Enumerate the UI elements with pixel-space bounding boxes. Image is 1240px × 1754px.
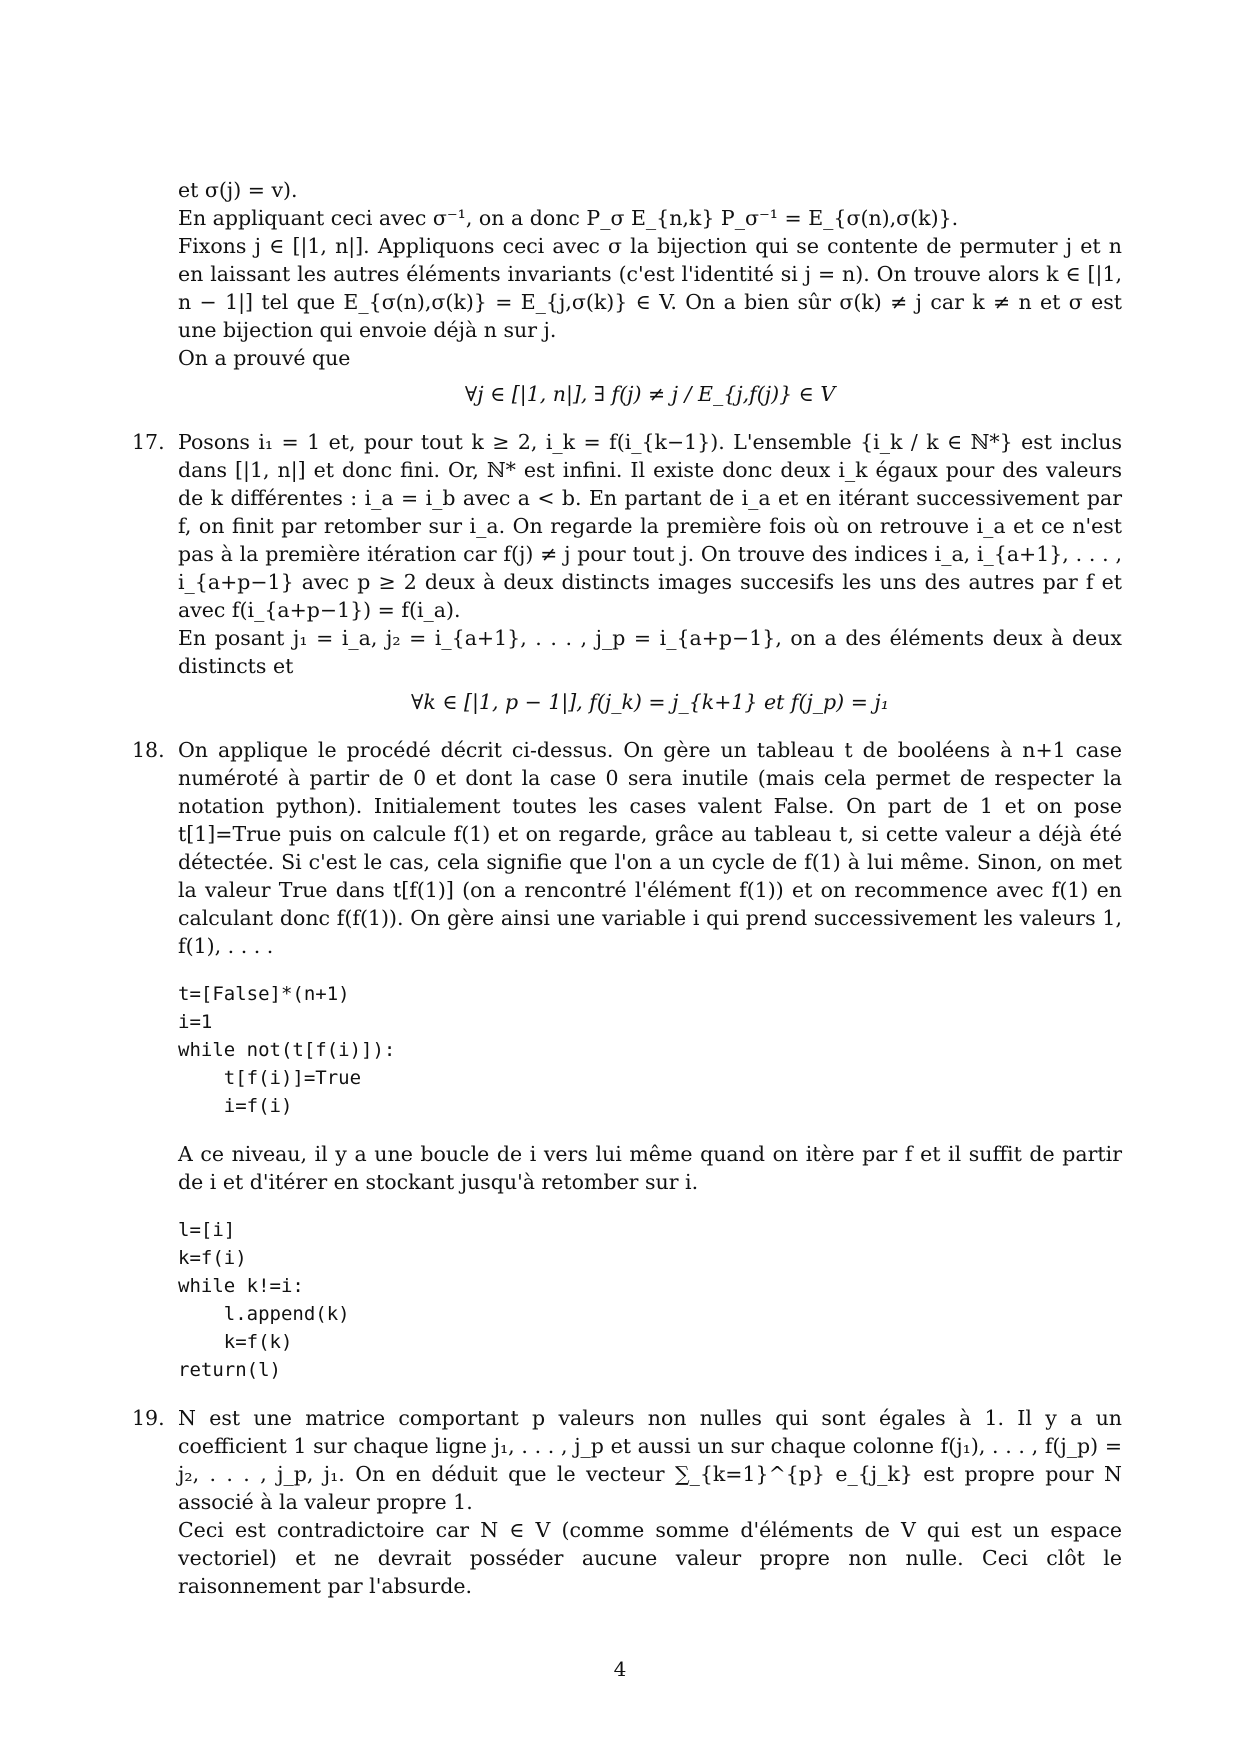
document-body: [132, 176, 1122, 1600]
intro-line-4: On a prouvé que: [178, 346, 351, 370]
intro-paragraph: Fixons j ∈ [|1, n|]. Appliquons ceci avec σ la bijection qui se contente de permuter j et n en laissant les autres éléments invariants (c'est l'identité si j = n). On trouve alors k ∈ [|1, n − 1|] tel que E_{σ(n),σ(k)} = E_{j,σ(k)} ∈ V. On a bien sûr σ(k) ≠ j car k ≠ n et σ est une bijection qui envoie déjà n sur j.: [178, 234, 1122, 342]
item-18-paragraph-2: A ce niveau, il y a une boucle de i vers lui même quand on itère par f et il suffit de partir de i et d'itérer en stockant jusqu'à retomber sur i.: [178, 1142, 1122, 1194]
item-19-paragraph-1: N est une matrice comportant p valeurs non nulles qui sont égales à 1. Il y a un coefficient 1 sur chaque ligne j₁, . . . , j_p et aussi un sur chaque colonne f(j₁), . . . , f(j_p) = j₂, . . . , j_p, j₁. On en déduit que le vecteur ∑_{k=1}^{p} e_{j_k} est propre pour N associé à la valeur propre 1.: [178, 1406, 1122, 1514]
item-17: [132, 428, 1122, 716]
intro-line-2: En appliquant ceci avec σ⁻¹, on a donc P_σ E_{n,k} P_σ⁻¹ = E_{σ(n),σ(k)}.: [178, 206, 959, 230]
intro-formula: ∀j ∈ [|1, n|], ∃ f(j) ≠ j / E_{j,f(j)} ∈ V: [464, 382, 836, 406]
item-number: 19.: [132, 1406, 165, 1430]
item-17-formula: ∀k ∈ [|1, p − 1|], f(j_k) = j_{k+1} et f(j_p) = j₁: [411, 690, 889, 714]
item-19: [132, 1404, 1122, 1600]
item-18-paragraph-1: On applique le procédé décrit ci-dessus. On gère un tableau t de booléens à n+1 case numéroté à partir de 0 et dont la case 0 sera inutile (mais cela permet de respecter la notation python). Initialement toutes les cases valent False. On part de 1 et on pose t[1]=True puis on calcule f(1) et on regarde, grâce au tableau t, si cette valeur a déjà été détectée. Si c'est le cas, cela signifie que l'on a un cycle de f(1) à lui même. Sinon, on met la valeur True dans t[f(1)] (on a rencontré l'élément f(1)) et on recommence avec f(1) en calculant donc f(f(1)). On gère ainsi une variable i qui prend successivement les valeurs 1, f(1), . . . .: [178, 738, 1122, 958]
intro-line-1: et σ(j) = v).: [178, 178, 298, 202]
item-18: [132, 736, 1122, 1384]
item-number: 18.: [132, 738, 165, 762]
item-17-paragraph-1: Posons i₁ = 1 et, pour tout k ≥ 2, i_k = f(i_{k−1}). L'ensemble {i_k / k ∈ ℕ*} est inclus dans [|1, n|] et donc fini. Or, ℕ* est infini. Il existe donc deux i_k égaux pour des valeurs de k différentes : i_a = i_b avec a < b. En partant de i_a et en itérant successivement par f, on finit par retomber sur i_a. On regarde la première fois où on retrouve i_a et ce n'est pas à la première itération car f(j) ≠ j pour tout j. On trouve des indices i_a, i_{a+1}, . . . , i_{a+p−1} avec p ≥ 2 deux à deux distincts images succesifs les uns des autres par f et avec f(i_{a+p−1}) = f(i_a).: [178, 430, 1122, 622]
code-block-2: l=[i] k=f(i) while k!=i: l.append(k) k=f(k) return(l): [178, 1219, 350, 1381]
item-17-paragraph-2: En posant j₁ = i_a, j₂ = i_{a+1}, . . . , j_p = i_{a+p−1}, on a des éléments deux à deux distincts et: [178, 626, 1122, 678]
page-number: 4: [613, 1657, 627, 1681]
code-block-1: t=[False]*(n+1) i=1 while not(t[f(i)]): t[f(i)]=True i=f(i): [178, 983, 396, 1117]
item-19-paragraph-2: Ceci est contradictoire car N ∈ V (comme somme d'éléments de V qui est un espace vectoriel) et ne devrait posséder aucune valeur propre non nulle. Ceci clôt le raisonnement par l'absurde.: [178, 1518, 1122, 1598]
item-number: 17.: [132, 430, 165, 454]
